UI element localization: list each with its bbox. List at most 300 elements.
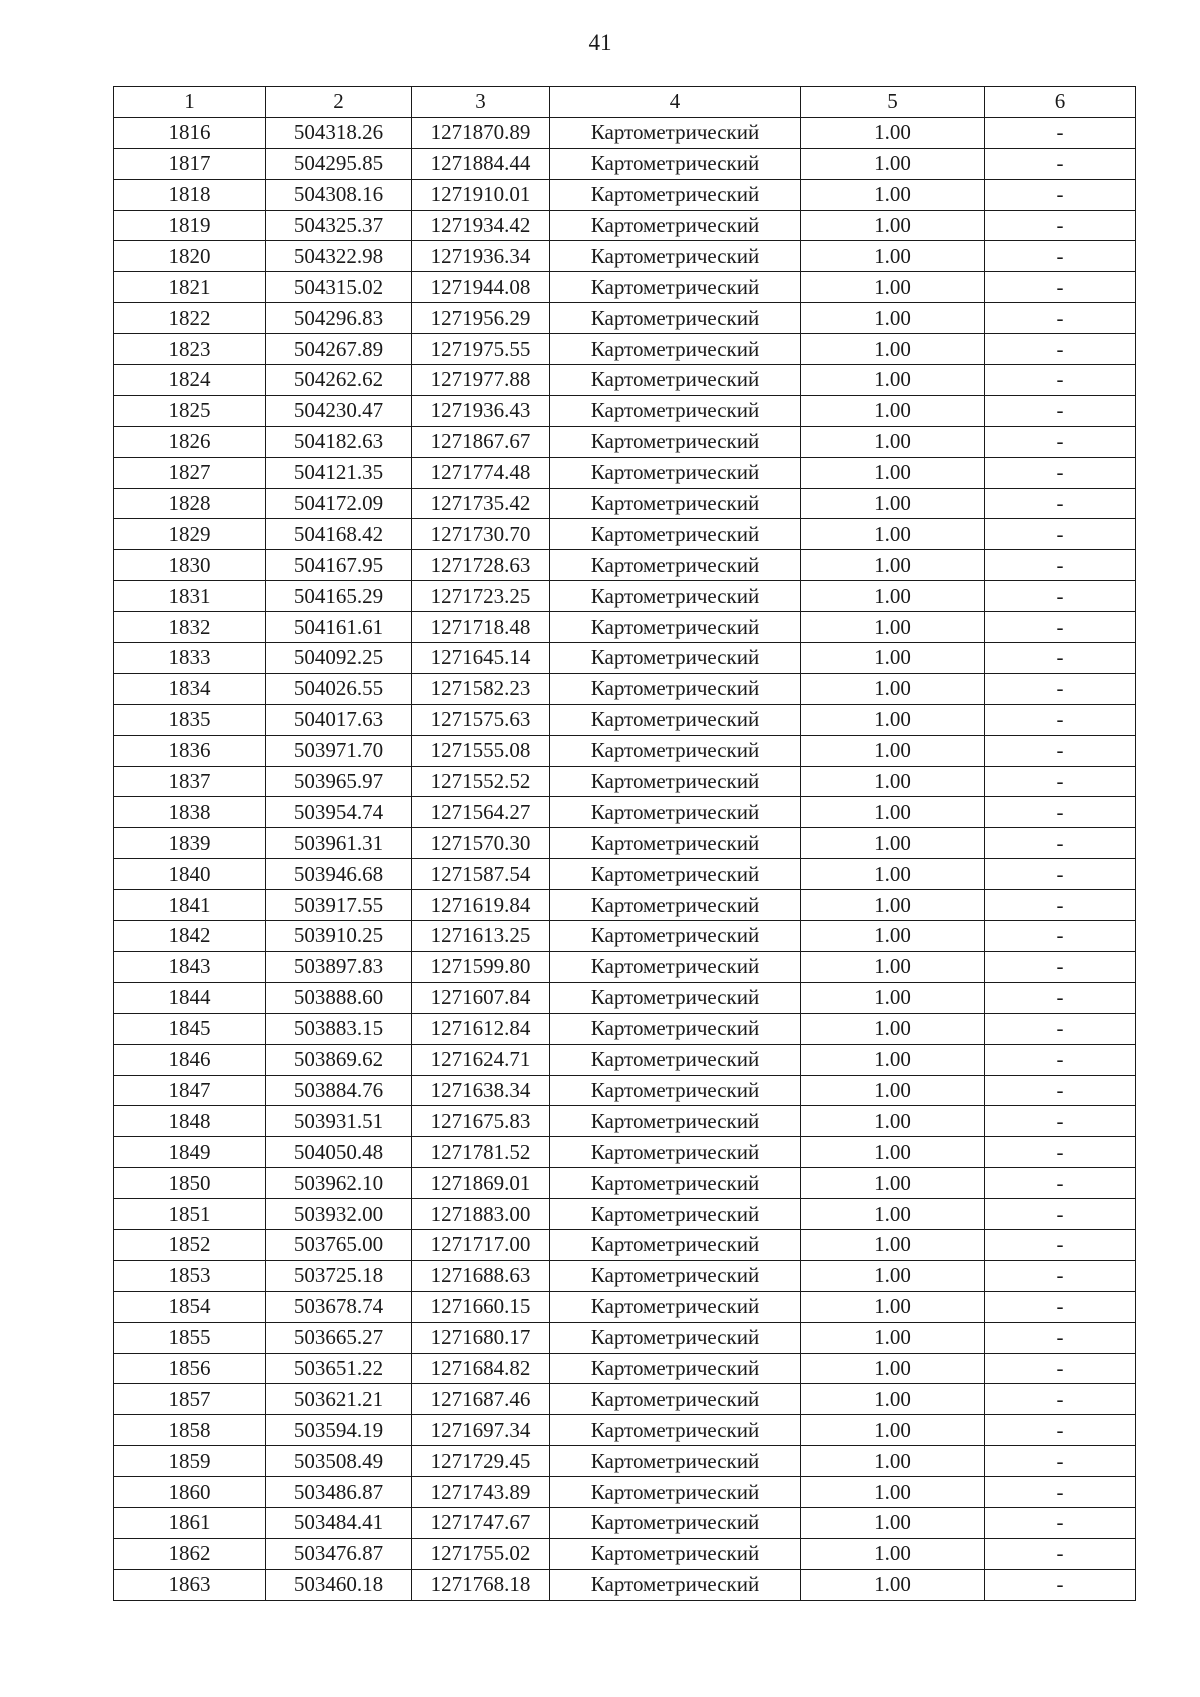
accuracy-cell: 1.00 <box>801 797 985 828</box>
note-cell: - <box>985 1569 1136 1600</box>
accuracy-cell: 1.00 <box>801 859 985 890</box>
table-row <box>114 1137 1136 1168</box>
table-row <box>114 519 1136 550</box>
point-number-cell: 1818 <box>114 179 266 210</box>
x-coordinate-cell: 503971.70 <box>266 735 412 766</box>
x-coordinate-cell: 503883.15 <box>266 1013 412 1044</box>
accuracy-cell: 1.00 <box>801 1013 985 1044</box>
table-row <box>114 395 1136 426</box>
point-number-cell: 1853 <box>114 1260 266 1291</box>
table-row <box>114 581 1136 612</box>
method-cell: Картометрический <box>550 1168 801 1199</box>
y-coordinate-cell: 1271717.00 <box>412 1229 550 1260</box>
note-cell: - <box>985 1168 1136 1199</box>
table-row <box>114 1353 1136 1384</box>
point-number-cell: 1830 <box>114 550 266 581</box>
y-coordinate-cell: 1271688.63 <box>412 1260 550 1291</box>
note-cell: - <box>985 797 1136 828</box>
accuracy-cell: 1.00 <box>801 241 985 272</box>
point-number-cell: 1838 <box>114 797 266 828</box>
table-row <box>114 1199 1136 1230</box>
accuracy-cell: 1.00 <box>801 519 985 550</box>
y-coordinate-cell: 1271768.18 <box>412 1569 550 1600</box>
point-number-cell: 1819 <box>114 210 266 241</box>
accuracy-cell: 1.00 <box>801 457 985 488</box>
accuracy-cell: 1.00 <box>801 612 985 643</box>
note-cell: - <box>985 890 1136 921</box>
y-coordinate-cell: 1271607.84 <box>412 982 550 1013</box>
y-coordinate-cell: 1271684.82 <box>412 1353 550 1384</box>
x-coordinate-cell: 504167.95 <box>266 550 412 581</box>
x-coordinate-cell: 504168.42 <box>266 519 412 550</box>
accuracy-cell: 1.00 <box>801 581 985 612</box>
table-row <box>114 1322 1136 1353</box>
note-cell: - <box>985 519 1136 550</box>
point-number-cell: 1851 <box>114 1199 266 1230</box>
point-number-cell: 1841 <box>114 890 266 921</box>
note-cell: - <box>985 1291 1136 1322</box>
x-coordinate-cell: 503961.31 <box>266 828 412 859</box>
y-coordinate-cell: 1271687.46 <box>412 1384 550 1415</box>
y-coordinate-cell: 1271675.83 <box>412 1106 550 1137</box>
accuracy-cell: 1.00 <box>801 210 985 241</box>
method-cell: Картометрический <box>550 1507 801 1538</box>
x-coordinate-cell: 504165.29 <box>266 581 412 612</box>
method-cell: Картометрический <box>550 241 801 272</box>
x-coordinate-cell: 503917.55 <box>266 890 412 921</box>
note-cell: - <box>985 1229 1136 1260</box>
table-row <box>114 890 1136 921</box>
x-coordinate-cell: 504161.61 <box>266 612 412 643</box>
accuracy-cell: 1.00 <box>801 1415 985 1446</box>
method-cell: Картометрический <box>550 334 801 365</box>
table-row <box>114 1415 1136 1446</box>
point-number-cell: 1843 <box>114 951 266 982</box>
method-cell: Картометрический <box>550 890 801 921</box>
x-coordinate-cell: 503725.18 <box>266 1260 412 1291</box>
accuracy-cell: 1.00 <box>801 766 985 797</box>
note-cell: - <box>985 581 1136 612</box>
method-cell: Картометрический <box>550 673 801 704</box>
accuracy-cell: 1.00 <box>801 1384 985 1415</box>
method-cell: Картометрический <box>550 1229 801 1260</box>
method-cell: Картометрический <box>550 766 801 797</box>
note-cell: - <box>985 1137 1136 1168</box>
method-cell: Картометрический <box>550 1569 801 1600</box>
column-header-4: 4 <box>550 87 801 118</box>
note-cell: - <box>985 643 1136 674</box>
table-row <box>114 1229 1136 1260</box>
x-coordinate-cell: 503484.41 <box>266 1507 412 1538</box>
point-number-cell: 1817 <box>114 148 266 179</box>
x-coordinate-cell: 504295.85 <box>266 148 412 179</box>
accuracy-cell: 1.00 <box>801 643 985 674</box>
y-coordinate-cell: 1271884.44 <box>412 148 550 179</box>
method-cell: Картометрический <box>550 1137 801 1168</box>
method-cell: Картометрический <box>550 1415 801 1446</box>
x-coordinate-cell: 503665.27 <box>266 1322 412 1353</box>
y-coordinate-cell: 1271781.52 <box>412 1137 550 1168</box>
x-coordinate-cell: 504308.16 <box>266 179 412 210</box>
method-cell: Картометрический <box>550 426 801 457</box>
point-number-cell: 1836 <box>114 735 266 766</box>
note-cell: - <box>985 395 1136 426</box>
table-row <box>114 334 1136 365</box>
point-number-cell: 1816 <box>114 117 266 148</box>
point-number-cell: 1848 <box>114 1106 266 1137</box>
accuracy-cell: 1.00 <box>801 1106 985 1137</box>
coordinates-table <box>113 86 1136 1601</box>
accuracy-cell: 1.00 <box>801 117 985 148</box>
x-coordinate-cell: 504182.63 <box>266 426 412 457</box>
table-row <box>114 982 1136 1013</box>
table-row <box>114 303 1136 334</box>
note-cell: - <box>985 1199 1136 1230</box>
x-coordinate-cell: 503888.60 <box>266 982 412 1013</box>
accuracy-cell: 1.00 <box>801 1353 985 1384</box>
y-coordinate-cell: 1271910.01 <box>412 179 550 210</box>
x-coordinate-cell: 504315.02 <box>266 272 412 303</box>
accuracy-cell: 1.00 <box>801 1075 985 1106</box>
accuracy-cell: 1.00 <box>801 303 985 334</box>
x-coordinate-cell: 503962.10 <box>266 1168 412 1199</box>
method-cell: Картометрический <box>550 859 801 890</box>
x-coordinate-cell: 504262.62 <box>266 365 412 396</box>
x-coordinate-cell: 504017.63 <box>266 704 412 735</box>
accuracy-cell: 1.00 <box>801 334 985 365</box>
y-coordinate-cell: 1271552.52 <box>412 766 550 797</box>
table-row <box>114 735 1136 766</box>
accuracy-cell: 1.00 <box>801 735 985 766</box>
table-row <box>114 1538 1136 1569</box>
point-number-cell: 1824 <box>114 365 266 396</box>
point-number-cell: 1850 <box>114 1168 266 1199</box>
accuracy-cell: 1.00 <box>801 673 985 704</box>
accuracy-cell: 1.00 <box>801 1569 985 1600</box>
y-coordinate-cell: 1271867.67 <box>412 426 550 457</box>
table-row <box>114 488 1136 519</box>
note-cell: - <box>985 1415 1136 1446</box>
table-row <box>114 797 1136 828</box>
note-cell: - <box>985 457 1136 488</box>
column-header-1: 1 <box>114 87 266 118</box>
y-coordinate-cell: 1271936.43 <box>412 395 550 426</box>
point-number-cell: 1862 <box>114 1538 266 1569</box>
point-number-cell: 1854 <box>114 1291 266 1322</box>
method-cell: Картометрический <box>550 1322 801 1353</box>
x-coordinate-cell: 503621.21 <box>266 1384 412 1415</box>
note-cell: - <box>985 1538 1136 1569</box>
x-coordinate-cell: 504121.35 <box>266 457 412 488</box>
point-number-cell: 1845 <box>114 1013 266 1044</box>
point-number-cell: 1863 <box>114 1569 266 1600</box>
point-number-cell: 1827 <box>114 457 266 488</box>
accuracy-cell: 1.00 <box>801 1446 985 1477</box>
accuracy-cell: 1.00 <box>801 272 985 303</box>
y-coordinate-cell: 1271730.70 <box>412 519 550 550</box>
point-number-cell: 1855 <box>114 1322 266 1353</box>
table-body <box>114 117 1136 1600</box>
table-row <box>114 210 1136 241</box>
method-cell: Картометрический <box>550 148 801 179</box>
note-cell: - <box>985 1260 1136 1291</box>
accuracy-cell: 1.00 <box>801 395 985 426</box>
method-cell: Картометрический <box>550 1044 801 1075</box>
x-coordinate-cell: 504325.37 <box>266 210 412 241</box>
method-cell: Картометрический <box>550 1538 801 1569</box>
x-coordinate-cell: 503476.87 <box>266 1538 412 1569</box>
x-coordinate-cell: 504092.25 <box>266 643 412 674</box>
y-coordinate-cell: 1271870.89 <box>412 117 550 148</box>
table-row <box>114 1106 1136 1137</box>
x-coordinate-cell: 504267.89 <box>266 334 412 365</box>
x-coordinate-cell: 503946.68 <box>266 859 412 890</box>
note-cell: - <box>985 735 1136 766</box>
point-number-cell: 1839 <box>114 828 266 859</box>
accuracy-cell: 1.00 <box>801 1260 985 1291</box>
table-row <box>114 643 1136 674</box>
table-row <box>114 1013 1136 1044</box>
accuracy-cell: 1.00 <box>801 1044 985 1075</box>
accuracy-cell: 1.00 <box>801 1538 985 1569</box>
table-row <box>114 859 1136 890</box>
note-cell: - <box>985 148 1136 179</box>
y-coordinate-cell: 1271936.34 <box>412 241 550 272</box>
note-cell: - <box>985 921 1136 952</box>
x-coordinate-cell: 503965.97 <box>266 766 412 797</box>
y-coordinate-cell: 1271743.89 <box>412 1477 550 1508</box>
point-number-cell: 1829 <box>114 519 266 550</box>
point-number-cell: 1842 <box>114 921 266 952</box>
accuracy-cell: 1.00 <box>801 488 985 519</box>
x-coordinate-cell: 504026.55 <box>266 673 412 704</box>
method-cell: Картометрический <box>550 828 801 859</box>
y-coordinate-cell: 1271680.17 <box>412 1322 550 1353</box>
y-coordinate-cell: 1271660.15 <box>412 1291 550 1322</box>
y-coordinate-cell: 1271570.30 <box>412 828 550 859</box>
x-coordinate-cell: 504322.98 <box>266 241 412 272</box>
column-header-6: 6 <box>985 87 1136 118</box>
x-coordinate-cell: 503910.25 <box>266 921 412 952</box>
point-number-cell: 1840 <box>114 859 266 890</box>
column-header-3: 3 <box>412 87 550 118</box>
method-cell: Картометрический <box>550 797 801 828</box>
point-number-cell: 1820 <box>114 241 266 272</box>
note-cell: - <box>985 334 1136 365</box>
y-coordinate-cell: 1271697.34 <box>412 1415 550 1446</box>
accuracy-cell: 1.00 <box>801 550 985 581</box>
x-coordinate-cell: 504050.48 <box>266 1137 412 1168</box>
note-cell: - <box>985 612 1136 643</box>
table-row <box>114 426 1136 457</box>
y-coordinate-cell: 1271645.14 <box>412 643 550 674</box>
accuracy-cell: 1.00 <box>801 1291 985 1322</box>
table-row <box>114 1569 1136 1600</box>
note-cell: - <box>985 1106 1136 1137</box>
note-cell: - <box>985 241 1136 272</box>
note-cell: - <box>985 951 1136 982</box>
note-cell: - <box>985 1322 1136 1353</box>
note-cell: - <box>985 365 1136 396</box>
table-row <box>114 612 1136 643</box>
y-coordinate-cell: 1271638.34 <box>412 1075 550 1106</box>
note-cell: - <box>985 1075 1136 1106</box>
accuracy-cell: 1.00 <box>801 426 985 457</box>
y-coordinate-cell: 1271582.23 <box>412 673 550 704</box>
method-cell: Картометрический <box>550 1260 801 1291</box>
method-cell: Картометрический <box>550 1199 801 1230</box>
accuracy-cell: 1.00 <box>801 1477 985 1508</box>
note-cell: - <box>985 426 1136 457</box>
x-coordinate-cell: 504230.47 <box>266 395 412 426</box>
accuracy-cell: 1.00 <box>801 951 985 982</box>
y-coordinate-cell: 1271723.25 <box>412 581 550 612</box>
y-coordinate-cell: 1271729.45 <box>412 1446 550 1477</box>
method-cell: Картометрический <box>550 1446 801 1477</box>
note-cell: - <box>985 117 1136 148</box>
method-cell: Картометрический <box>550 581 801 612</box>
table-row <box>114 457 1136 488</box>
point-number-cell: 1844 <box>114 982 266 1013</box>
point-number-cell: 1821 <box>114 272 266 303</box>
accuracy-cell: 1.00 <box>801 1137 985 1168</box>
table-row <box>114 148 1136 179</box>
y-coordinate-cell: 1271624.71 <box>412 1044 550 1075</box>
method-cell: Картометрический <box>550 457 801 488</box>
table-row <box>114 1044 1136 1075</box>
y-coordinate-cell: 1271869.01 <box>412 1168 550 1199</box>
table-row <box>114 1291 1136 1322</box>
table-row <box>114 1075 1136 1106</box>
table-row <box>114 1260 1136 1291</box>
table-row <box>114 1168 1136 1199</box>
note-cell: - <box>985 1477 1136 1508</box>
header-row <box>114 87 1136 118</box>
note-cell: - <box>985 982 1136 1013</box>
table-row <box>114 179 1136 210</box>
y-coordinate-cell: 1271977.88 <box>412 365 550 396</box>
method-cell: Картометрический <box>550 488 801 519</box>
point-number-cell: 1857 <box>114 1384 266 1415</box>
accuracy-cell: 1.00 <box>801 1168 985 1199</box>
method-cell: Картометрический <box>550 179 801 210</box>
method-cell: Картометрический <box>550 643 801 674</box>
accuracy-cell: 1.00 <box>801 1507 985 1538</box>
method-cell: Картометрический <box>550 612 801 643</box>
note-cell: - <box>985 179 1136 210</box>
y-coordinate-cell: 1271718.48 <box>412 612 550 643</box>
method-cell: Картометрический <box>550 210 801 241</box>
y-coordinate-cell: 1271619.84 <box>412 890 550 921</box>
y-coordinate-cell: 1271934.42 <box>412 210 550 241</box>
point-number-cell: 1823 <box>114 334 266 365</box>
method-cell: Картометрический <box>550 1106 801 1137</box>
accuracy-cell: 1.00 <box>801 921 985 952</box>
accuracy-cell: 1.00 <box>801 365 985 396</box>
x-coordinate-cell: 503897.83 <box>266 951 412 982</box>
y-coordinate-cell: 1271575.63 <box>412 704 550 735</box>
y-coordinate-cell: 1271944.08 <box>412 272 550 303</box>
x-coordinate-cell: 503651.22 <box>266 1353 412 1384</box>
note-cell: - <box>985 766 1136 797</box>
method-cell: Картометрический <box>550 1013 801 1044</box>
method-cell: Картометрический <box>550 704 801 735</box>
method-cell: Картометрический <box>550 303 801 334</box>
x-coordinate-cell: 503954.74 <box>266 797 412 828</box>
x-coordinate-cell: 503884.76 <box>266 1075 412 1106</box>
table-row <box>114 673 1136 704</box>
x-coordinate-cell: 503460.18 <box>266 1569 412 1600</box>
point-number-cell: 1832 <box>114 612 266 643</box>
note-cell: - <box>985 1384 1136 1415</box>
method-cell: Картометрический <box>550 1291 801 1322</box>
table-row <box>114 272 1136 303</box>
method-cell: Картометрический <box>550 1384 801 1415</box>
accuracy-cell: 1.00 <box>801 982 985 1013</box>
y-coordinate-cell: 1271587.54 <box>412 859 550 890</box>
table-row <box>114 1384 1136 1415</box>
column-header-5: 5 <box>801 87 985 118</box>
note-cell: - <box>985 303 1136 334</box>
point-number-cell: 1847 <box>114 1075 266 1106</box>
accuracy-cell: 1.00 <box>801 148 985 179</box>
x-coordinate-cell: 504296.83 <box>266 303 412 334</box>
x-coordinate-cell: 503869.62 <box>266 1044 412 1075</box>
point-number-cell: 1858 <box>114 1415 266 1446</box>
note-cell: - <box>985 704 1136 735</box>
method-cell: Картометрический <box>550 951 801 982</box>
note-cell: - <box>985 1446 1136 1477</box>
x-coordinate-cell: 504172.09 <box>266 488 412 519</box>
x-coordinate-cell: 503931.51 <box>266 1106 412 1137</box>
x-coordinate-cell: 503678.74 <box>266 1291 412 1322</box>
method-cell: Картометрический <box>550 1353 801 1384</box>
point-number-cell: 1828 <box>114 488 266 519</box>
y-coordinate-cell: 1271613.25 <box>412 921 550 952</box>
method-cell: Картометрический <box>550 1075 801 1106</box>
method-cell: Картометрический <box>550 921 801 952</box>
note-cell: - <box>985 1353 1136 1384</box>
method-cell: Картометрический <box>550 272 801 303</box>
point-number-cell: 1849 <box>114 1137 266 1168</box>
table-row <box>114 704 1136 735</box>
x-coordinate-cell: 503594.19 <box>266 1415 412 1446</box>
point-number-cell: 1837 <box>114 766 266 797</box>
point-number-cell: 1826 <box>114 426 266 457</box>
y-coordinate-cell: 1271599.80 <box>412 951 550 982</box>
x-coordinate-cell: 504318.26 <box>266 117 412 148</box>
note-cell: - <box>985 673 1136 704</box>
method-cell: Картометрический <box>550 365 801 396</box>
column-header-2: 2 <box>266 87 412 118</box>
table-row <box>114 1507 1136 1538</box>
x-coordinate-cell: 503932.00 <box>266 1199 412 1230</box>
method-cell: Картометрический <box>550 550 801 581</box>
note-cell: - <box>985 828 1136 859</box>
note-cell: - <box>985 1013 1136 1044</box>
point-number-cell: 1861 <box>114 1507 266 1538</box>
point-number-cell: 1831 <box>114 581 266 612</box>
accuracy-cell: 1.00 <box>801 179 985 210</box>
point-number-cell: 1852 <box>114 1229 266 1260</box>
accuracy-cell: 1.00 <box>801 704 985 735</box>
note-cell: - <box>985 1044 1136 1075</box>
y-coordinate-cell: 1271735.42 <box>412 488 550 519</box>
y-coordinate-cell: 1271755.02 <box>412 1538 550 1569</box>
note-cell: - <box>985 1507 1136 1538</box>
accuracy-cell: 1.00 <box>801 1229 985 1260</box>
method-cell: Картометрический <box>550 982 801 1013</box>
